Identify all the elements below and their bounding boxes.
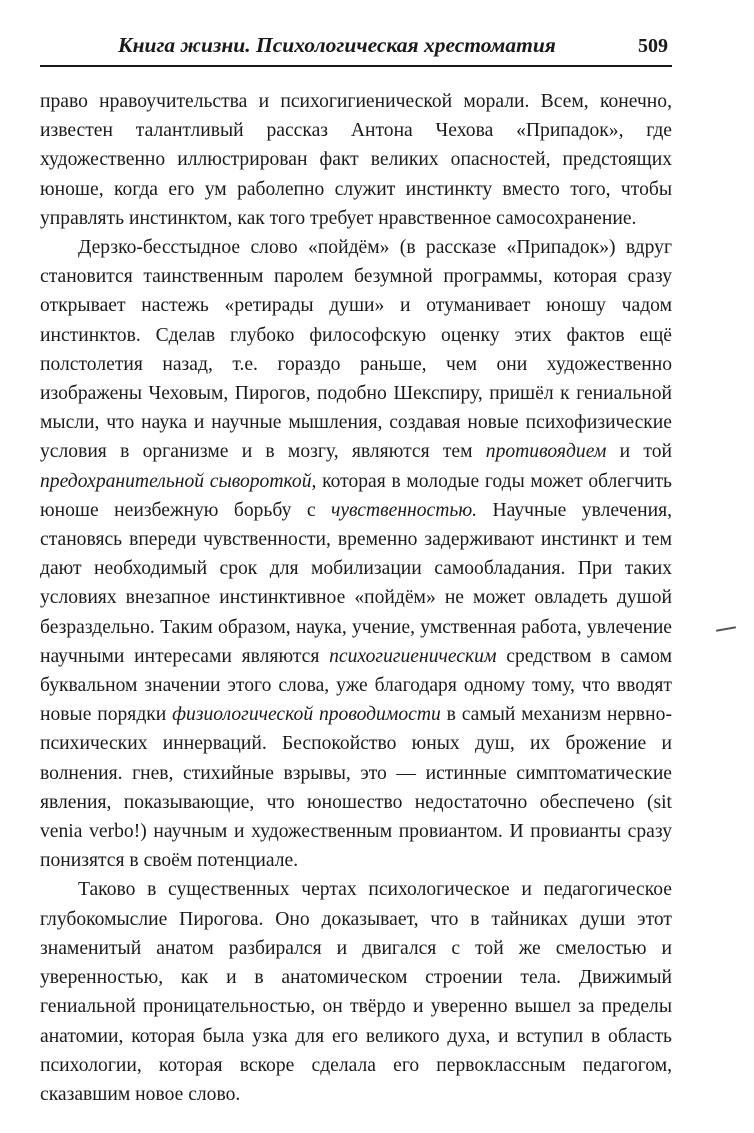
body-text [40,87,672,1109]
text-run: право нравоучительства и психогигиенической морали. Всем, конечно, известен талантливый рассказ Антона Чехова «Припадок», где художественно иллюстрирован факт великих опасностей, предстоящих юноше, когда его ум раболепно служит инстинкту вместо того, чтобы управлять инстинктом, как того требует нравственное самосохранение. [40,91,672,229]
margin-pencil-mark [716,626,736,631]
running-header [40,32,672,67]
italic-phrase: чувственностью. [330,499,478,521]
book-page [40,32,672,1109]
text-run: в самый механизм нервно-психических иннерваций. Беспокойство юных душ, их брожение и волнения. гнев, стихийные взрывы, это — истинные симптоматические явления, показывающие, что юношество недостаточно обеспечено (sit venia verbo!) научным и художественным провиантом. И провианты сразу понизятся в своём потенциале. [40,704,672,872]
running-header-title: Книга жизни. Психологическая хрестоматия [118,33,556,57]
text-run: Таково в существенных чертах психологическое и педагогическое глубокомыслие Пирогова. Оно доказывает, что в тайниках души этот знаменитый анатом разбирался и двигался с той же смелостью и уверенностью, как и в анатомическом строении тела. Движимый гениальной проницательностью, он твёрдо и уверенно вышел за пределы анатомии, которая была узка для его великого духа, и вступил в область психологии, которая вскоре сделала его первоклассным педагогом, сказавшим новое слово. [40,879,672,1105]
paragraph [40,233,672,875]
text-run: которая в молодые годы может облегчить юноше неизбежную борьбу с [40,470,672,521]
paragraph [40,875,672,1109]
text-run: Научные увлечения, становясь впереди чувственности, временно задерживают инстинкт и тем дают необходимый срок для мобилизации самообладания. При таких условиях внезапное инстинктивное «пойдём» не может овладеть душой безраздельно. Таким образом, наука, учение, умственная работа, увлечение научными интересами являются [40,499,672,667]
paragraph [40,87,672,233]
text-run: Дерзко-бесстыдное слово «пойдём» (в рассказе «Припадок») вдруг становится таинственным паролем безумной программы, которая сразу открывает настежь «ретирады души» и отуманивает юношу чадом инстинктов. Сделав глубоко философскую оценку этих фактов ещё полстолетия назад, т.е. гораздо раньше, чем они художественно изображены Чеховым, Пирогов, подобно Шекспиру, пришёл к гениальной мысли, что наука и научные мышления, создавая новые психофизические условия в организме и в мозгу, являются тем [40,237,672,463]
italic-phrase: психогигиеническим [329,645,497,667]
italic-phrase: противоядием [485,441,607,463]
italic-phrase: физиологической проводимости [172,704,441,726]
page-number: 509 [638,35,668,57]
text-run: и той [606,441,673,463]
text-run: средством в самом буквальном значении этого слова, уже благодаря одному тому, что вводят новые порядки [40,645,672,726]
italic-phrase: предохранительной сывороткой, [40,470,317,492]
